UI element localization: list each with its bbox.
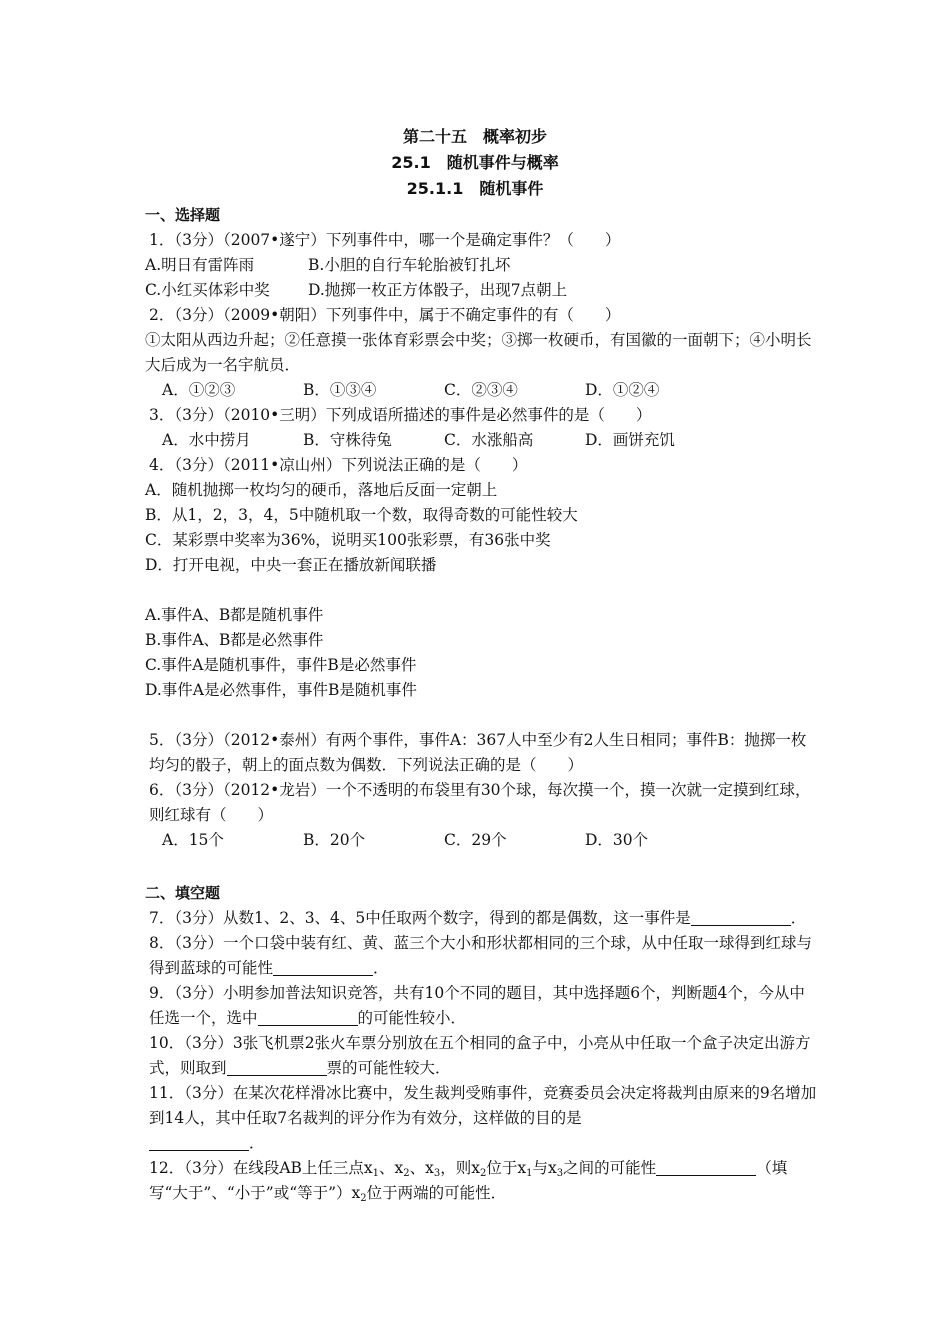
subscript: 2	[403, 1168, 410, 1179]
question-1-option-d: D.抛掷一枚正方体骰子，出现7点朝上	[308, 281, 568, 299]
question-7-text: 7．（3分）从数1、2、3、4、5中任取两个数字，得到的都是偶数，这一事件是	[149, 909, 691, 927]
question-7-end: ．	[790, 909, 807, 927]
question-4-stem: 4．（3分）（2011•凉山州）下列说法正确的是（ ）	[149, 456, 528, 474]
question-5-stem: 5．（3分）（2012•泰州）有两个事件，事件A：367人中至少有2人生日相同；事件B：抛掷一枚均匀的骰子，朝上的面点数为偶数．下列说法正确的是（ ）	[149, 731, 807, 774]
question-3-option-b: B．守株待兔	[303, 431, 392, 449]
question-8	[145, 931, 817, 981]
question-11-text: 11．（3分）在某次花样滑冰比赛中，发生裁判受贿事件，竞赛委员会决定将裁判由原来的9名增加到14人，其中任取7名裁判的评分作为有效分，这样做的目的是	[149, 1084, 817, 1127]
question-content	[145, 203, 817, 1206]
question-12-text-5: 位于x	[486, 1159, 527, 1177]
section-heading-fill: 二、填空题	[145, 884, 221, 902]
question-8-end: ．	[373, 959, 389, 977]
subscript: 1	[526, 1168, 533, 1179]
question-3-option-d: D．画饼充饥	[585, 431, 675, 449]
question-1-options-row1	[145, 253, 817, 278]
question-10	[145, 1031, 817, 1081]
question-2-description: ①太阳从西边升起；②任意摸一张体育彩票会中奖；③掷一枚硬币，有国徽的一面朝下；④小明长大后成为一名宇航员．	[145, 331, 812, 374]
question-12-text-2: 、x	[379, 1159, 404, 1177]
question-6-options	[145, 828, 817, 853]
answer-blank-12[interactable]	[656, 1157, 756, 1176]
question-1-option-c: C.小红买体彩中奖	[145, 281, 270, 299]
question-2-options	[145, 378, 817, 403]
subscript: 2	[360, 1193, 367, 1204]
question-3-options	[145, 428, 817, 453]
section-heading-choice: 一、选择题	[145, 206, 221, 224]
question-5-option-a: A.事件A、B都是随机事件	[145, 606, 324, 624]
chapter-title: 第二十五 概率初步	[402, 127, 547, 146]
spacer	[145, 853, 817, 881]
question-1-stem: 1．（3分）（2007•遂宁）下列事件中，哪一个是确定事件？（ ）	[149, 231, 621, 249]
question-3-option-a: A．水中捞月	[162, 431, 251, 449]
question-5-option-c: C.事件A是随机事件，事件B是必然事件	[145, 656, 417, 674]
question-10-text: 10．（3分）3张飞机票2张火车票分别放在五个相同的盒子中，小亮从中任取一个盒子决定出游方式，则取到	[149, 1034, 811, 1077]
question-12-text-4: ，则x	[440, 1159, 481, 1177]
spacer	[145, 578, 817, 603]
answer-blank-9[interactable]	[258, 1007, 358, 1026]
subscript: 3	[433, 1168, 441, 1179]
question-4-option-d: D．打开电视，中央一套正在播放新闻联播	[145, 556, 437, 574]
question-6-option-b: B．20个	[303, 831, 366, 849]
answer-blank-10[interactable]	[227, 1057, 327, 1076]
question-6-option-a: A．15个	[162, 831, 224, 849]
section-title: 25.1 随机事件与概率	[391, 153, 559, 172]
question-12-text-8: （填写“大于”、“小于”或“等于”）x	[149, 1159, 788, 1202]
subscript: 2	[480, 1168, 487, 1179]
question-6-stem: 6．（3分）（2012•龙岩）一个不透明的布袋里有30个球，每次摸一个，摸一次就一定摸到红球，则红球有（ ）	[149, 781, 811, 824]
subscript: 3	[556, 1168, 564, 1179]
question-1-options-row2	[145, 278, 817, 303]
question-9-text: 9．（3分）小明参加普法知识竞答，共有10个不同的题目，其中选择题6个，判断题4个，今从中任选一个，选中	[149, 984, 805, 1027]
question-10-end: 票的可能性较大．	[326, 1059, 451, 1077]
question-9	[145, 981, 817, 1031]
question-5-option-b: B.事件A、B都是必然事件	[145, 631, 324, 649]
question-4-option-a: A．随机抛掷一枚均匀的硬币，落地后反面一定朝上	[145, 481, 498, 499]
question-1-option-b: B.小胆的自行车轮胎被钉扎坏	[308, 256, 511, 274]
question-3-option-c: C．水涨船高	[444, 431, 534, 449]
question-7	[145, 906, 817, 931]
question-11-end: ．	[249, 1134, 265, 1152]
question-12-text-6: 与x	[532, 1159, 557, 1177]
question-12-text-3: 、x	[409, 1159, 434, 1177]
question-2-option-c: C．②③④	[444, 381, 518, 399]
question-4-option-b: B．从1，2，3，4，5中随机取一个数，取得奇数的可能性较大	[145, 506, 578, 524]
question-2-option-d: D．①②④	[585, 381, 660, 399]
question-12-text-1: 12．（3分）在线段AB上任三点x	[149, 1159, 373, 1177]
question-12	[145, 1156, 817, 1206]
question-12-text-9: 位于两端的可能性．	[366, 1184, 507, 1202]
question-6-option-c: C．29个	[444, 831, 507, 849]
question-1-option-a: A.明日有雷阵雨	[145, 256, 255, 274]
question-11	[145, 1081, 817, 1156]
question-12-text-7: 之间的可能性	[563, 1159, 657, 1177]
subsection-title: 25.1.1 随机事件	[406, 179, 544, 198]
question-6-option-d: D．30个	[585, 831, 649, 849]
question-4-option-c: C．某彩票中奖率为36%，说明买100张彩票，有36张中奖	[145, 531, 551, 549]
question-2-option-b: B．①③④	[303, 381, 377, 399]
question-2-stem: 2．（3分）（2009•朝阳）下列事件中，属于不确定事件的有（ ）	[149, 306, 621, 324]
answer-blank-8[interactable]	[273, 957, 373, 976]
question-9-end: 的可能性较小．	[357, 1009, 467, 1027]
title-block	[0, 124, 950, 202]
answer-blank-7[interactable]	[691, 907, 791, 926]
question-5-option-d: D.事件A是必然事件，事件B是随机事件	[145, 681, 417, 699]
question-8-text: 8．（3分）一个口袋中装有红、黄、蓝三个大小和形状都相同的三个球，从中任取一球得到红球与得到蓝球的可能性	[149, 934, 812, 977]
question-2-option-a: A．①②③	[162, 381, 236, 399]
question-3-stem: 3．（3分）（2010•三明）下列成语所描述的事件是必然事件的是（ ）	[149, 406, 652, 424]
subscript: 1	[372, 1168, 380, 1179]
spacer	[145, 703, 817, 728]
answer-blank-11[interactable]	[149, 1132, 249, 1151]
